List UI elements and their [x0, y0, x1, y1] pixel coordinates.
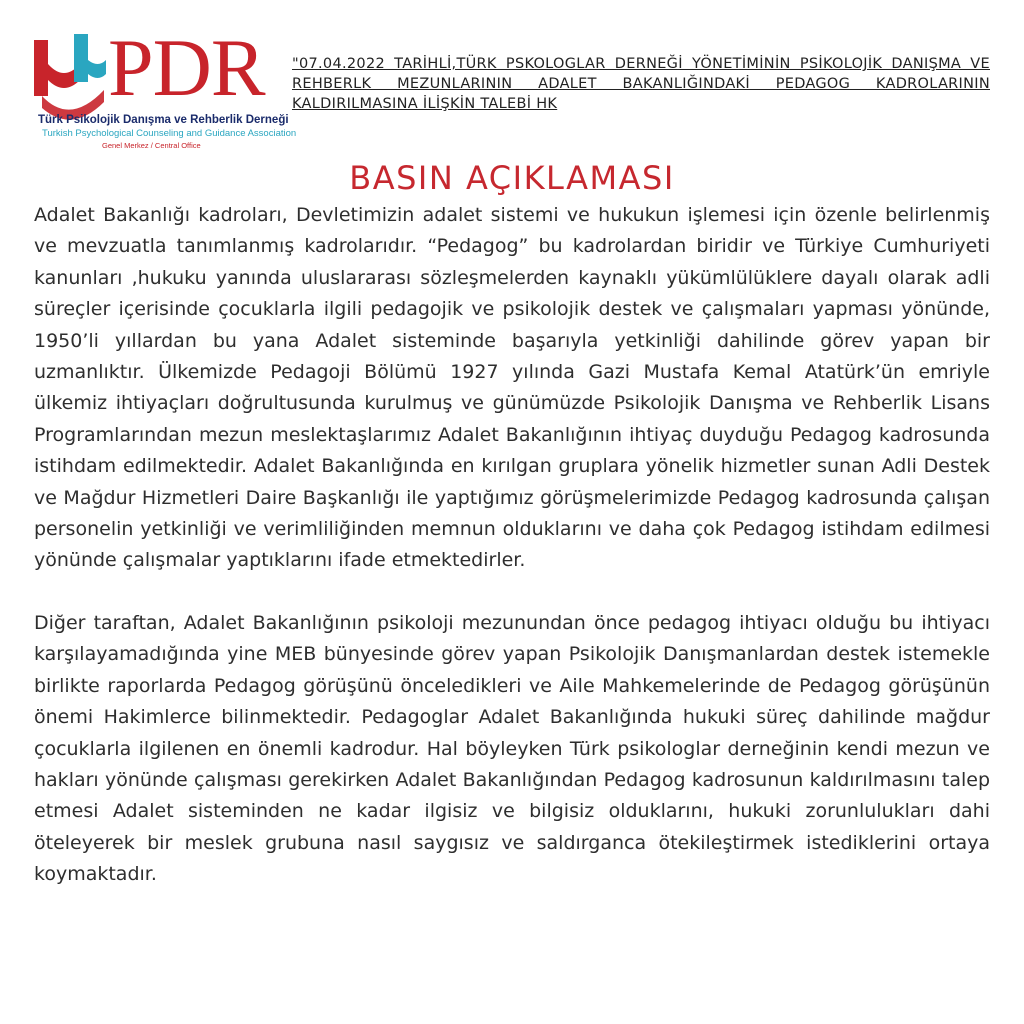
- logo-wordmark: PDR: [108, 22, 265, 113]
- pdr-emblem-icon: [34, 34, 106, 126]
- subject-line: "07.04.2022 TARİHLİ,TÜRK PSKOLOGLAR DERNEĞİ YÖNETİMİNİN PSİKOLOJİK DANIŞMA VE REHBERLK MEZUNLARININ ADALET BAKANLIĞINDAKİ PEDAGOG KADROLARININ KALDIRILMASINA İLİŞKİN TALEBİ HK: [292, 56, 990, 112]
- paragraph: Adalet Bakanlığı kadroları, Devletimizin adalet sistemi ve hukukun işlemesi için özenle belirlenmiş ve mevzuatla tanımlanmış kadrolarıdır. “Pedagog” bu kadrolardan biridir ve Türkiye Cumhuriyeti kanunları ,hukuku yanında uluslararası sözleşmelerden kaynaklı yükümlülüklere dayalı olarak adli süreçler içerisinde çocuklarla ilgili pedagojik ve psikolojik destek ve çalışmaları yapması yönünde, 1950’li yıllardan bu yana Adalet sisteminde başarıyla yetkinliği dahilinde görev yapan bir uzmanlıktır. Ülkemizde Pedagoji Bölümü 1927 yılında Gazi Mustafa Kemal Atatürk’ün emriyle ülkemiz ihtiyaçları doğrultusunda kurulmuş ve günümüzde Psikolojik Danışma ve Rehberlik Lisans Programlarından mezun meslektaşlarımız Adalet Bakanlığının ihtiyaç duyduğu Pedagog kadrosunda istihdam edilmektedir. Adalet Bakanlığında en kırılgan gruplara yönelik hizmetler sunan Adli Destek ve Mağdur Hizmetleri Daire Başkanlığı ile yaptığımız görüşmelerimizde Pedagog kadrosunda çalışan personelin yetkinliği ve verimliliğinden memnun olduklarını ve daha çok Pedagog istihdam edilmesi yönünde çalışmalar yaptıklarını ifade etmektedirler.: [34, 204, 990, 572]
- press-release-body: [34, 200, 990, 891]
- logo-name-en: Turkish Psychological Counseling and Guidance Association: [42, 128, 297, 139]
- pdr-logo: [30, 22, 297, 154]
- paragraph: Diğer taraftan, Adalet Bakanlığının psikoloji mezunundan önce pedagog ihtiyacı olduğu bu ihtiyacı karşılayamadığında yine MEB bünyesinde görev yapan Psikolojik Danışmanlardan destek istemekle birlikte raporlarda Pedagog görüşünü önceledikleri ve Aile Mahkemelerinde de Pedagog görüşünün önemi Hakimlerce bilinmektedir. Pedagoglar Adalet Bakanlığında hukuki süreç dahilinde mağdur çocuklarla ilgilenen en önemli kadrodur. Hal böyleyken Türk psikologlar derneğinin kendi mezun ve hakları yönünde çalışması gerekirken Adalet Bakanlığından Pedagog kadrosunun kaldırılmasını talep etmesi Adalet sisteminden ne kadar ilgisiz ve bilgisiz olduklarını, hukuki zorunlulukları dahi öteleyerek bir meslek grubuna nasıl saygısız ve saldırganca ötekileştirmek istediklerini ortaya koymaktadır.: [34, 611, 990, 886]
- page-title: BASIN AÇIKLAMASI: [349, 159, 675, 198]
- logo-name-tr: Türk Psikolojik Danışma ve Rehberlik Derneği: [38, 114, 289, 126]
- logo-office: Genel Merkez / Central Office: [102, 141, 201, 150]
